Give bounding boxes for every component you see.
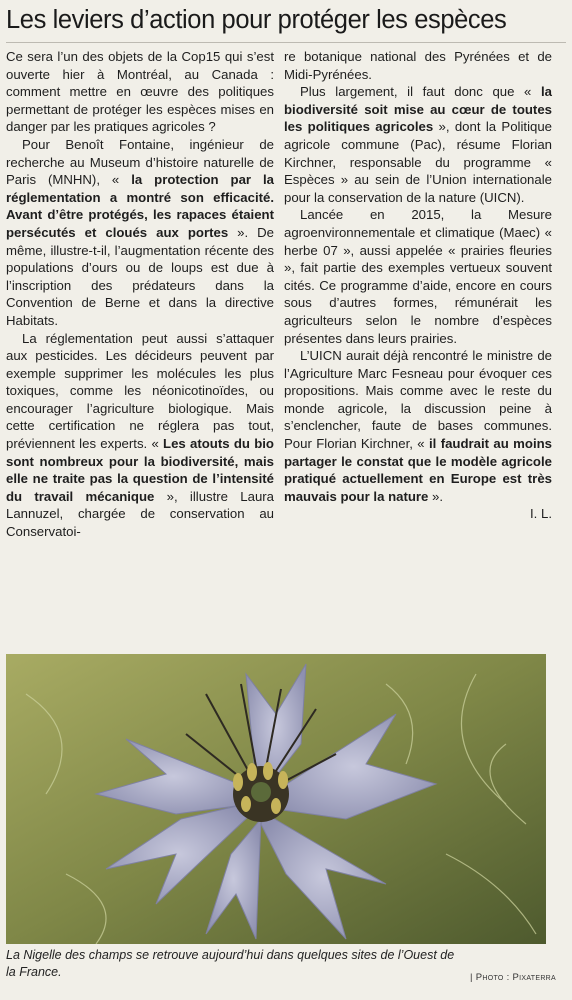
quote-kirchner-1: la biodiversité soit mise au cœur de toutes les politiques agricoles xyxy=(284,84,552,135)
article-column-left xyxy=(6,48,274,541)
photo-caption: La Nigelle des champs se retrouve aujourd’hui dans quelques sites de l’Ouest de la France. xyxy=(6,948,455,979)
quote-kirchner-2: il faudrait au moins partager le constat que le modèle agricole pratiqué actuellement en Europe est très mauvais pour la nature xyxy=(284,436,552,504)
nigella-photo xyxy=(6,654,546,944)
article-title: Les leviers d’action pour protéger les espèces xyxy=(6,6,507,34)
paragraph-fontaine: Pour Benoît Fontaine, ingénieur de recherche au Museum d’histoire naturelle de Paris (MNHN), « la protection par la réglementation a montré son efficacité. Avant d’être protégés, les rapaces étaient persécutés et cloués aux portes ». De même, illustre-t-il, l’augmentation récente des populations d’ours ou de loups est due à l’inscription des prédateurs dans la Convention de Berne et dans la directive Habitats. xyxy=(6,136,275,328)
paragraph-maec: Lancée en 2015, la Mesure agroenvironnementale et climatique (Maec) « herbe 07 », aussi appelée « prairies fleuries », fait partie des exemples vertueux souvent cités. Ce programme d’aide, encore en cours sous d’autres formes, rémunérait les agriculteurs selon le nombre d’espèces présentes dans leurs prairies. xyxy=(284,207,552,346)
nigella-flower-illustration xyxy=(6,654,546,944)
author-signature: I. L. xyxy=(530,506,552,522)
paragraph-uicn: L’UICN aurait déjà rencontré le ministre de l’Agriculture Marc Fesneau pour évoquer ces propositions. Mais comme avec le reste du monde agricole, la discussion peine à s’enclencher, faute de bases communes. Pour Florian Kirchner, « il faudrait au moins partager le constat que le modèle agricole pratiqué actuellement en Europe est très mauvais pour la nature ». xyxy=(284,348,552,504)
photo-credit: | Photo : Pixaterra xyxy=(470,972,556,983)
title-rule xyxy=(6,42,566,43)
quote-fontaine: la protection par la réglementation a montré son efficacité. Avant d’être protégés, les rapaces étaient persécutés et cloués aux portes xyxy=(6,172,275,240)
paragraph-kirchner: Plus largement, il faut donc que « la biodiversité soit mise au cœur de toutes les politiques agricoles », dont la Politique agricole commune (Pac), résume Florian Kirchner, responsable du programme « Espèces » au sein de l’Union internationale pour la conservation de la nature (UICN). xyxy=(284,84,552,205)
quote-lannuzel: Les atouts du bio sont nombreux pour la biodiversité, mais elle ne traite pas la question de l’intensité du travail mécanique xyxy=(6,436,274,504)
article-column-right xyxy=(284,48,552,523)
paragraph-continuation: re botanique national des Pyrénées et de Midi-Pyrénées. xyxy=(284,49,552,82)
paragraph-intro: Ce sera l’un des objets de la Cop15 qui s’est ouverte hier à Montréal, au Canada : comment mettre en œuvre des politiques permettant de protéger les espèces mises en danger par les pratiques agricoles ? xyxy=(6,49,274,135)
paragraph-pesticides: La réglementation peut aussi s’attaquer aux pesticides. Les décideurs peuvent par exemple supprimer les molécules les plus toxiques, comme les néonicotinoïdes, ou encourager l’agriculture biologique. Mais cette certification ne réglera pas tout, préviennent les experts. « Les atouts du bio sont nombreux pour la biodiversité, mais elle ne traite pas la question de l’intensité du travail mécanique », illustre Laura Lannuzel, chargée de conservation au Conservatoi- xyxy=(6,330,275,540)
